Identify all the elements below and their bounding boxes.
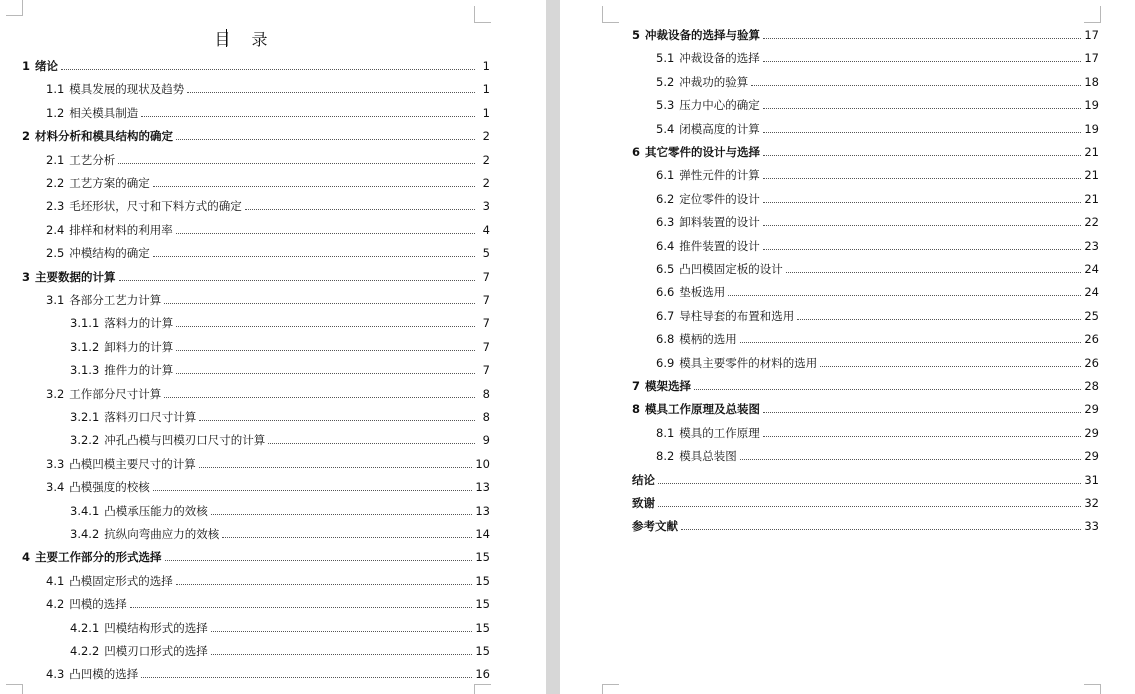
dot-leader [176,232,475,234]
toc-entry-title: 卸料力的计算 [104,339,174,354]
dot-leader [187,91,475,93]
toc-entry-number: 8 [632,402,641,417]
toc-entry-number: 4 [22,550,31,565]
toc-entry[interactable] [656,98,1099,112]
toc-entry-title: 凹模刃口形式的选择 [104,644,208,658]
toc-entry-title: 凸模承压能力的效核 [104,503,208,518]
toc-entry-title: 冲模结构的确定 [69,246,150,261]
toc-entry-title: 落料刃口尺寸计算 [104,410,197,424]
toc-entry-number: 3.2.2 [70,433,100,448]
toc-entry-page-number: 2 [482,129,490,144]
toc-entry-title: 卸料装置的设计 [679,215,760,230]
toc-entry-title: 模架选择 [645,379,692,393]
toc-entry-page-number: 21 [1084,145,1099,159]
toc-entry-title: 模具发展的现状及趋势 [69,82,185,97]
dot-leader [763,107,1082,109]
crop-mark [602,6,619,23]
dot-leader [694,388,1081,390]
dot-leader [211,630,473,632]
toc-entry-page-number: 26 [1084,332,1099,347]
toc-entry-title: 凸凹模的选择 [69,667,139,682]
toc-entry[interactable] [70,410,490,424]
toc-entry-page-number: 31 [1084,472,1099,487]
toc-entry-page-number: 23 [1084,238,1099,253]
toc-entry-page-number: 7 [482,339,490,354]
dot-leader [763,131,1082,133]
dot-leader [751,84,1081,86]
toc-title: 目 录 [214,30,276,49]
crop-mark [1084,684,1101,694]
toc-entry-title: 模具的工作原理 [679,425,760,440]
toc-entry-title: 绪论 [35,59,59,73]
toc-entry[interactable] [70,363,490,377]
toc-entry-number: 2.3 [46,199,65,214]
toc-entry-page-number: 18 [1084,74,1099,89]
toc-entry-title: 推件装置的设计 [679,238,760,253]
toc-entry-number: 3.1.3 [70,363,100,378]
toc-entry-number: 6.1 [656,168,675,183]
dot-leader [658,482,1081,484]
toc-entry-title: 各部分工艺力计算 [69,293,162,307]
toc-entry-number: 6.3 [656,215,675,230]
dot-leader [153,185,475,187]
dot-leader [176,138,475,140]
dot-leader [118,162,475,164]
toc-entry-title: 主要工作部分的形式选择 [35,550,162,565]
toc-entry[interactable] [656,332,1099,346]
toc-entry-number: 5.3 [656,98,675,113]
toc-entry-number: 2.5 [46,246,65,261]
toc-entry-title: 致谢 [632,496,655,510]
toc-entry-title: 相关模具制造 [69,105,139,120]
toc-entry[interactable] [656,449,1099,463]
toc-entry[interactable] [70,340,490,354]
toc-entry[interactable] [46,82,490,96]
toc-entry-number: 3.4 [46,480,65,495]
dot-leader [763,248,1082,250]
toc-entry-title: 工艺分析 [69,152,116,167]
dot-leader [820,365,1081,367]
dot-leader [165,559,473,561]
toc-entry-title: 凸模强度的校核 [69,480,150,495]
toc-entry-number: 1.1 [46,82,65,97]
dot-leader [141,676,472,678]
dot-leader [153,489,473,491]
toc-entry-number: 6 [632,145,641,159]
dot-leader [211,513,473,515]
toc-entry[interactable] [46,176,490,190]
toc-entry-page-number: 15 [475,550,490,565]
toc-entry-number: 4.2.1 [70,620,100,635]
toc-entry-number: 5 [632,28,641,42]
toc-entry-page-number: 15 [475,644,490,658]
toc-entry-number: 2.4 [46,222,65,237]
toc-entry-title: 压力中心的确定 [679,98,760,113]
toc-entry[interactable] [656,192,1099,206]
toc-entry-page-number: 1 [482,105,490,120]
toc-entry[interactable] [46,480,490,494]
toc-entry[interactable] [656,262,1099,276]
dot-leader [763,177,1082,179]
toc-entry-number: 3.1.1 [70,316,100,331]
toc-entry-title: 其它零件的设计与选择 [645,145,761,159]
toc-entry-number: 1 [22,59,31,73]
toc-entry-title: 闭模高度的计算 [679,121,760,136]
toc-entry-title: 模具工作原理及总装图 [645,402,761,417]
toc-entry[interactable] [70,316,490,330]
toc-entry-title: 抗纵向弯曲应力的效核 [104,527,220,541]
toc-entry-title: 定位零件的设计 [679,191,760,206]
toc-entry[interactable] [656,215,1099,229]
crop-mark [6,684,23,694]
toc-entry-page-number: 25 [1084,308,1099,323]
toc-entry[interactable] [22,129,490,143]
dot-leader [61,68,475,70]
dot-leader [176,583,473,585]
dot-leader [763,224,1082,226]
dot-leader [176,325,475,327]
toc-entry-page-number: 33 [1084,519,1099,534]
toc-entry-title: 工作部分尺寸计算 [69,386,162,401]
dot-leader [164,302,475,304]
toc-entry-page-number: 15 [475,573,490,588]
toc-entry-page-number: 32 [1084,496,1099,510]
dot-leader [763,435,1082,437]
toc-entry-number: 6.7 [656,308,675,323]
toc-entry-title: 凹模的选择 [69,597,127,612]
toc-entry-title: 工艺方案的确定 [69,176,150,190]
toc-page-right [560,0,1135,694]
toc-entry[interactable] [656,75,1099,89]
toc-entry[interactable] [656,51,1099,65]
toc-entry-number: 1.2 [46,105,65,120]
toc-entry-page-number: 1 [482,82,490,97]
toc-entry-title: 落料力的计算 [104,316,174,331]
toc-entry-number: 2.1 [46,152,65,167]
toc-entry[interactable] [656,239,1099,253]
dot-leader [763,37,1081,39]
toc-entry-number: 3.1 [46,293,65,307]
toc-entry[interactable] [46,597,490,611]
crop-mark [1084,6,1101,23]
toc-entry[interactable] [70,644,490,658]
toc-entry-page-number: 14 [475,527,490,541]
dot-leader [164,396,475,398]
toc-entry-number: 6.2 [656,191,675,206]
toc-entry[interactable] [656,309,1099,323]
toc-entry-title: 主要数据的计算 [35,269,116,284]
dot-leader [199,419,475,421]
toc-entry-page-number: 24 [1084,285,1099,300]
toc-entry-page-number: 2 [482,176,490,190]
toc-entry[interactable] [632,496,1099,510]
toc-entry[interactable] [656,426,1099,440]
toc-entry-title: 垫板选用 [679,285,726,300]
toc-entry-page-number: 22 [1084,215,1099,230]
toc-entry-page-number: 15 [475,620,490,635]
toc-entry-title: 模具主要零件的材料的选用 [679,355,818,370]
dot-leader [268,442,475,444]
toc-entry-title: 模具总装图 [679,449,737,464]
toc-entry[interactable] [70,527,490,541]
toc-entry-number: 4.3 [46,667,65,682]
toc-entry-number: 4.2 [46,597,65,612]
dot-leader [222,536,472,538]
toc-entry-number: 4.1 [46,573,65,588]
toc-entry-page-number: 19 [1084,98,1099,113]
toc-entry[interactable] [46,199,490,213]
toc-entry[interactable] [22,550,490,564]
toc-entry-page-number: 1 [482,59,490,73]
dot-leader [176,349,475,351]
toc-entry[interactable] [46,457,490,471]
toc-entry-page-number: 17 [1084,51,1099,66]
toc-entry[interactable] [22,270,490,284]
toc-entry-number: 5.2 [656,74,675,89]
toc-entry-number: 6.9 [656,355,675,370]
dot-leader [119,279,475,281]
toc-entry-title: 参考文献 [632,519,678,534]
toc-entry-page-number: 7 [482,293,490,307]
toc-entry[interactable] [46,153,490,167]
toc-entry-title: 冲孔凸模与凹模刃口尺寸的计算 [104,433,266,448]
page-gutter [546,0,560,694]
dot-leader [658,505,1081,507]
toc-entry[interactable] [632,402,1099,416]
toc-entry[interactable] [632,379,1099,393]
toc-entry-title: 凸凹模固定板的设计 [679,262,783,276]
toc-entry-number: 5.1 [656,51,675,66]
toc-entry-number: 8.2 [656,449,675,464]
toc-entry-page-number: 13 [475,480,490,495]
toc-entry-page-number: 15 [475,597,490,612]
toc-entry-page-number: 17 [1084,28,1099,42]
toc-entry[interactable] [46,246,490,260]
toc-entry-number: 3.2.1 [70,410,100,424]
dot-leader [130,606,473,608]
dot-leader [728,294,1081,296]
toc-entry[interactable] [46,106,490,120]
toc-entry-number: 5.4 [656,121,675,136]
toc-entry-title: 模柄的选用 [679,332,737,347]
toc-entry[interactable] [46,667,490,681]
toc-entry-title: 导柱导套的布置和选用 [679,308,795,323]
toc-entry-title: 冲裁功的验算 [679,74,749,89]
toc-entry-page-number: 21 [1084,168,1099,183]
crop-mark [474,684,491,694]
toc-entry-page-number: 26 [1084,355,1099,370]
toc-entry-page-number: 7 [482,316,490,331]
toc-entry-title: 凸模凹模主要尺寸的计算 [69,456,196,471]
toc-entry-number: 6.6 [656,285,675,300]
toc-entry-page-number: 8 [482,386,490,401]
dot-leader [211,653,473,655]
toc-entry[interactable] [46,387,490,401]
toc-entry[interactable] [656,356,1099,370]
toc-entry-title: 结论 [632,472,655,487]
toc-entry-page-number: 2 [482,152,490,167]
dot-leader [763,411,1081,413]
toc-entry[interactable] [656,285,1099,299]
toc-entry-number: 4.2.2 [70,644,100,658]
crop-mark [602,684,619,694]
toc-entry-page-number: 19 [1084,121,1099,136]
toc-entry-title: 冲裁设备的选择与验算 [645,28,761,42]
toc-entry[interactable] [632,519,1099,533]
toc-entry[interactable] [70,621,490,635]
dot-leader [199,466,473,468]
toc-entry-number: 8.1 [656,425,675,440]
dot-leader [141,115,475,117]
toc-entry-title: 排样和材料的利用率 [69,222,173,237]
toc-entry-title: 凹模结构形式的选择 [104,620,208,635]
toc-entry-number: 3.1.2 [70,339,100,354]
toc-entry[interactable] [22,59,490,73]
dot-leader [797,318,1081,320]
toc-entry[interactable] [46,574,490,588]
dot-leader [763,60,1082,62]
toc-entry[interactable] [632,28,1099,42]
toc-entry-number: 3.4.1 [70,503,100,518]
toc-entry[interactable] [70,433,490,447]
toc-entry-title: 冲裁设备的选择 [679,51,760,66]
toc-entry[interactable] [632,145,1099,159]
toc-entry-title: 推件力的计算 [104,363,174,378]
toc-entry-page-number: 13 [475,503,490,518]
toc-entry-page-number: 3 [482,199,490,214]
toc-entry[interactable] [46,293,490,307]
toc-entry-title: 毛坯形状，尺寸和下料方式的确定 [69,199,242,214]
toc-entry-page-number: 29 [1084,449,1099,464]
toc-entry[interactable] [46,223,490,237]
dot-leader [740,458,1082,460]
toc-entry[interactable] [656,168,1099,182]
toc-entry-number: 6.8 [656,332,675,347]
toc-entry-page-number: 16 [475,667,490,682]
toc-entry[interactable] [70,504,490,518]
crop-mark [474,6,491,23]
toc-entry-page-number: 7 [482,363,490,378]
toc-entry-number: 7 [632,379,641,393]
toc-entry-page-number: 24 [1084,262,1099,276]
toc-entry-page-number: 5 [482,246,490,261]
toc-entry-title: 弹性元件的计算 [679,168,760,183]
toc-entry[interactable] [632,473,1099,487]
toc-entry-page-number: 29 [1084,402,1099,417]
toc-entry[interactable] [656,122,1099,136]
dot-leader [245,208,475,210]
toc-page-left [0,0,546,694]
toc-entry-number: 2 [22,129,31,144]
toc-entry-number: 3.2 [46,386,65,401]
toc-entry-number: 6.5 [656,262,675,276]
dot-leader [786,271,1082,273]
toc-entry-page-number: 21 [1084,191,1099,206]
toc-entry-number: 3.3 [46,456,65,471]
toc-entry-page-number: 29 [1084,425,1099,440]
dot-leader [763,154,1081,156]
toc-entry-title: 材料分析和模具结构的确定 [35,129,174,144]
dot-leader [740,341,1082,343]
dot-leader [681,528,1081,530]
toc-entry-number: 2.2 [46,176,65,190]
dot-leader [763,201,1082,203]
toc-entry-number: 3 [22,269,31,284]
dot-leader [176,372,475,374]
toc-entry-number: 6.4 [656,238,675,253]
toc-entry-page-number: 10 [475,456,490,471]
toc-entry-page-number: 7 [482,269,490,284]
toc-entry-number: 3.4.2 [70,527,100,541]
dot-leader [153,255,475,257]
crop-mark [6,0,23,16]
toc-entry-title: 凸模固定形式的选择 [69,573,173,588]
toc-entry-page-number: 9 [482,433,490,448]
toc-entry-page-number: 28 [1084,379,1099,393]
toc-entry-page-number: 4 [482,222,490,237]
toc-entry-page-number: 8 [482,410,490,424]
